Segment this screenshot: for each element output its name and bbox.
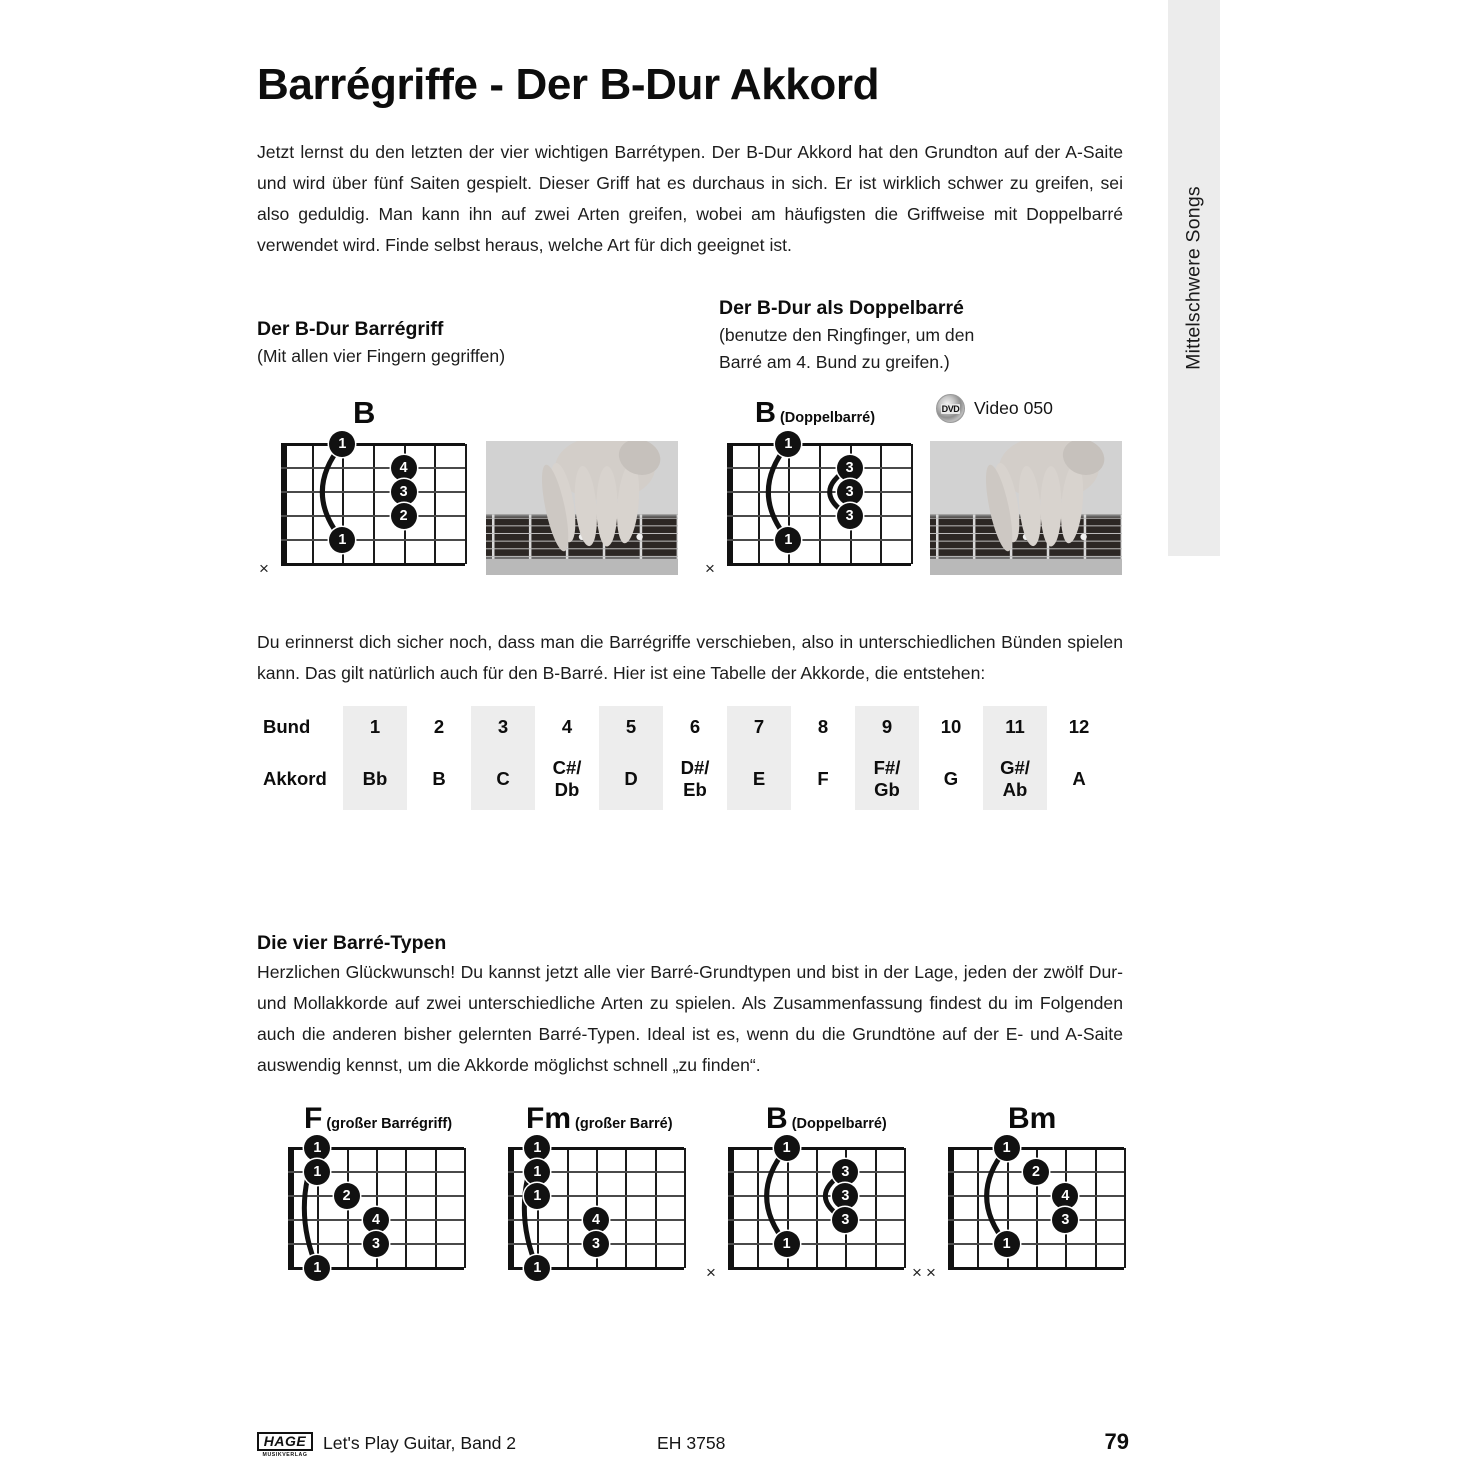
table-cell-fret: 11 [983, 706, 1047, 748]
nut-bar [281, 443, 287, 565]
table-cell-fret: 3 [471, 706, 535, 748]
table-row-label-bund: Bund [257, 706, 343, 748]
muted-string-mark-high: × [912, 1263, 922, 1282]
finger-dot: 1 [304, 1159, 330, 1185]
chord-name-main: B [755, 397, 776, 429]
finger-dot: 3 [837, 455, 863, 481]
chord-name-label [766, 1104, 887, 1134]
fret-chord-table [257, 706, 1111, 810]
muted-string-mark-low: × [705, 559, 715, 578]
chord-name-label [1008, 1104, 1056, 1134]
table-cell-fret: 1 [343, 706, 407, 748]
nut-bar [508, 1147, 514, 1269]
section-right-subheading-line2: Barré am 4. Bund zu greifen.) [719, 352, 950, 372]
fret-line [904, 1148, 906, 1268]
intro-paragraph: Jetzt lernst du den letzten der vier wichtigen Barrétypen. Der B-Dur Akkord hat den Grundton auf der A-Saite und wird über fünf Saiten gespielt. Dieser Griff hat es durchaus in sich. Er ist wirklich schwer zu greifen, sei also geduldig. Man kann ihn auf zwei Arten greifen, wobei am häufigsten die Griffweise mit Doppelbarré verwendet wird. Finde selbst heraus, welche Art für dich geeignet ist. [257, 142, 1123, 255]
section-right-heading: Der B-Dur als Doppelbarré [719, 297, 964, 319]
table-cell-chord: E [727, 748, 791, 810]
chord-name-main: Bm [1008, 1102, 1057, 1135]
string-line [728, 1267, 904, 1270]
fret-line [911, 444, 913, 564]
string-line [727, 491, 911, 493]
table-cell-fret: 5 [599, 706, 663, 748]
footer-book-title: Let's Play Guitar, Band 2 [323, 1433, 517, 1453]
chord-diagram-b [706, 1102, 922, 1282]
fret-line [757, 1148, 759, 1268]
finger-dot: 1 [994, 1135, 1020, 1161]
barre-typen-heading: Die vier Barré-Typen [257, 932, 447, 954]
string-line [948, 1267, 1124, 1270]
string-line [728, 1147, 904, 1150]
table-cell-chord: D#/ Eb [680, 757, 710, 800]
finger-dot: 2 [334, 1183, 360, 1209]
string-line [281, 515, 465, 517]
table-cell-chord: G [943, 768, 959, 789]
table-cell-fret: 2 [433, 716, 445, 737]
string-line [727, 443, 911, 446]
finger-dot: 4 [1052, 1183, 1078, 1209]
fret-line [567, 1148, 569, 1268]
chord-name-label [304, 1104, 452, 1134]
string-line [727, 467, 911, 469]
nut-bar [728, 1147, 734, 1269]
section-right-subheading-line1: (benutze den Ringfinger, um den [719, 325, 975, 345]
finger-dot: 1 [329, 527, 355, 553]
finger-dot: 3 [832, 1183, 858, 1209]
fret-line [312, 444, 314, 564]
table-cell-chord: Bb [343, 748, 407, 810]
chord-diagram-bm [926, 1102, 1124, 1282]
finger-dot: 4 [363, 1207, 389, 1233]
string-line [281, 467, 465, 469]
finger-dot: 2 [391, 503, 417, 529]
chord-name-label [526, 1104, 673, 1134]
page-title: Barrégriffe - Der B-Dur Akkord [257, 60, 880, 109]
finger-dot: 3 [837, 503, 863, 529]
fret-line [1095, 1148, 1097, 1268]
string-line [727, 515, 911, 517]
finger-dot: 1 [774, 1135, 800, 1161]
chord-name-suffix: (Doppelbarré) [787, 1116, 887, 1132]
footer-page-number: 79 [1104, 1429, 1129, 1454]
fret-line [758, 444, 760, 564]
table-cell-fret: 6 [689, 716, 701, 737]
fretboard-grid [281, 436, 465, 564]
fret-chord-table-wrap [257, 706, 1111, 810]
string-line [948, 1195, 1124, 1197]
string-line [948, 1243, 1124, 1245]
fret-line [819, 444, 821, 564]
fret-line [1124, 1148, 1126, 1268]
table-cell-fret: 4 [561, 716, 573, 737]
side-tab-label: Mittelschwere Songs [1182, 186, 1205, 370]
hand-photo-barregriff [486, 441, 678, 575]
muted-string-mark-low: × [259, 559, 269, 578]
dvd-disc-label: DVD [941, 403, 960, 414]
finger-dot: 1 [524, 1183, 550, 1209]
string-line [727, 563, 911, 566]
fretboard-grid [728, 1140, 904, 1268]
string-line [728, 1243, 904, 1245]
string-line [281, 443, 465, 446]
dvd-video-badge [936, 394, 1053, 423]
chord-name-label [353, 397, 375, 428]
chord-diagram-b [705, 397, 911, 578]
table-cell-chord: F [817, 768, 829, 789]
muted-string-mark-low: × [706, 1263, 716, 1282]
table-cell-chord: F#/ Gb [855, 748, 919, 810]
table-row-label-akkord: Akkord [257, 748, 343, 810]
section-left-subheading: (Mit allen vier Fingern gegriffen) [257, 346, 506, 366]
table-cell-fret: 10 [940, 716, 962, 737]
string-line [727, 539, 911, 541]
finger-dot: 1 [524, 1159, 550, 1185]
table-cell-fret: 7 [727, 706, 791, 748]
finger-dot: 1 [775, 527, 801, 553]
finger-dot: 1 [329, 431, 355, 457]
string-line [948, 1219, 1124, 1221]
section-right-heading-block [719, 295, 1139, 376]
finger-dot: 4 [391, 455, 417, 481]
section-left-heading: Der B-Dur Barrégriff [257, 318, 444, 340]
chord-diagram-f [288, 1102, 464, 1276]
finger-dot: 2 [1023, 1159, 1049, 1185]
table-cell-fret: 9 [855, 706, 919, 748]
finger-dot: 1 [524, 1255, 550, 1281]
dvd-video-label: Video 050 [974, 398, 1053, 418]
table-row-akkord [257, 748, 1111, 810]
fret-line [684, 1148, 686, 1268]
string-line [728, 1195, 904, 1197]
finger-dot: 3 [832, 1207, 858, 1233]
chord-name-suffix: (Doppelbarré) [775, 410, 876, 426]
fret-line [816, 1148, 818, 1268]
string-line [728, 1219, 904, 1221]
fretboard-grid [727, 436, 911, 564]
section-side-tab [1168, 0, 1220, 556]
hage-logo [257, 1432, 313, 1458]
hand-photo-doppelbarre [930, 441, 1122, 575]
dvd-disc-icon [936, 394, 965, 423]
chord-name-suffix: (großer Barrégriff) [322, 1116, 453, 1132]
fret-line [405, 1148, 407, 1268]
muted-string-mark-low: × [926, 1263, 936, 1282]
page-footer [257, 1429, 1129, 1462]
table-cell-chord: D [599, 748, 663, 810]
finger-dot: 1 [774, 1231, 800, 1257]
chord-diagram-fm [508, 1102, 684, 1276]
string-line [281, 563, 465, 566]
fretboard-grid [508, 1140, 684, 1276]
string-line [728, 1171, 904, 1173]
string-line [948, 1147, 1124, 1150]
table-cell-fret: 8 [817, 716, 829, 737]
table-cell-fret: 12 [1068, 716, 1090, 737]
finger-dot: 1 [994, 1231, 1020, 1257]
chord-name-main: F [304, 1102, 323, 1135]
nut-bar [727, 443, 733, 565]
section-left-heading-block [257, 316, 687, 370]
table-cell-chord: G#/ Ab [983, 748, 1047, 810]
chord-name-suffix: (großer Barré) [571, 1116, 673, 1132]
chord-diagram-b [259, 395, 465, 578]
chord-name-main: Fm [526, 1102, 571, 1135]
finger-dot: 1 [775, 431, 801, 457]
fret-line [465, 444, 467, 564]
fretboard-grid [948, 1140, 1124, 1268]
table-row-bund [257, 706, 1111, 748]
chord-name-label [755, 399, 875, 428]
hage-logo-main: HAGE [257, 1432, 313, 1451]
fret-line [435, 1148, 437, 1268]
fret-line [655, 1148, 657, 1268]
finger-dot: 1 [304, 1135, 330, 1161]
fret-line [373, 444, 375, 564]
chord-name-main: B [766, 1102, 788, 1135]
fret-line [880, 444, 882, 564]
table-cell-chord: C [471, 748, 535, 810]
table-cell-chord: B [432, 768, 446, 789]
string-line [288, 1195, 464, 1197]
finger-dot: 3 [391, 479, 417, 505]
table-cell-chord: A [1072, 768, 1086, 789]
fret-line [875, 1148, 877, 1268]
finger-dot: 3 [363, 1231, 389, 1257]
nut-bar [288, 1147, 294, 1269]
fret-line [977, 1148, 979, 1268]
finger-dot: 3 [1052, 1207, 1078, 1233]
fret-line [625, 1148, 627, 1268]
fretboard-grid [288, 1140, 464, 1276]
finger-dot: 4 [583, 1207, 609, 1233]
finger-dot: 1 [524, 1135, 550, 1161]
finger-dot: 3 [832, 1159, 858, 1185]
chord-name-main: B [353, 395, 376, 430]
barre-typen-paragraph: Herzlichen Glückwunsch! Du kannst jetzt alle vier Barré-Grundtypen und bist in der Lage, jeden der zwölf Dur- und Mollakkorde auf zwei unterschiedliche Arten zu spielen. Als Zusammenfassung findest du im Folgenden auch die anderen bisher gelernten Barré-Typen. Ideal ist es, wenn du die Grundtöne auf der E- und A-Saite auswendig kennst, um die Akkorde möglichst schnell „zu finden“. [257, 962, 1123, 1075]
nut-bar [948, 1147, 954, 1269]
fret-line [464, 1148, 466, 1268]
finger-dot: 3 [583, 1231, 609, 1257]
string-line [281, 539, 465, 541]
fret-line [434, 444, 436, 564]
table-cell-chord: C#/ Db [552, 757, 582, 800]
footer-edition-code: EH 3758 [657, 1433, 726, 1453]
mid-paragraph: Du erinnerst dich sicher noch, dass man die Barrégriffe verschieben, also in unterschiedlichen Bünden spielen kann. Das gilt natürlich auch für den B-Barré. Hier ist eine Tabelle der Akkorde, die entstehen: [257, 632, 1123, 683]
string-line [281, 491, 465, 493]
hage-logo-sub: MUSIKVERLAG [262, 1452, 308, 1458]
finger-dot: 3 [837, 479, 863, 505]
finger-dot: 1 [304, 1255, 330, 1281]
